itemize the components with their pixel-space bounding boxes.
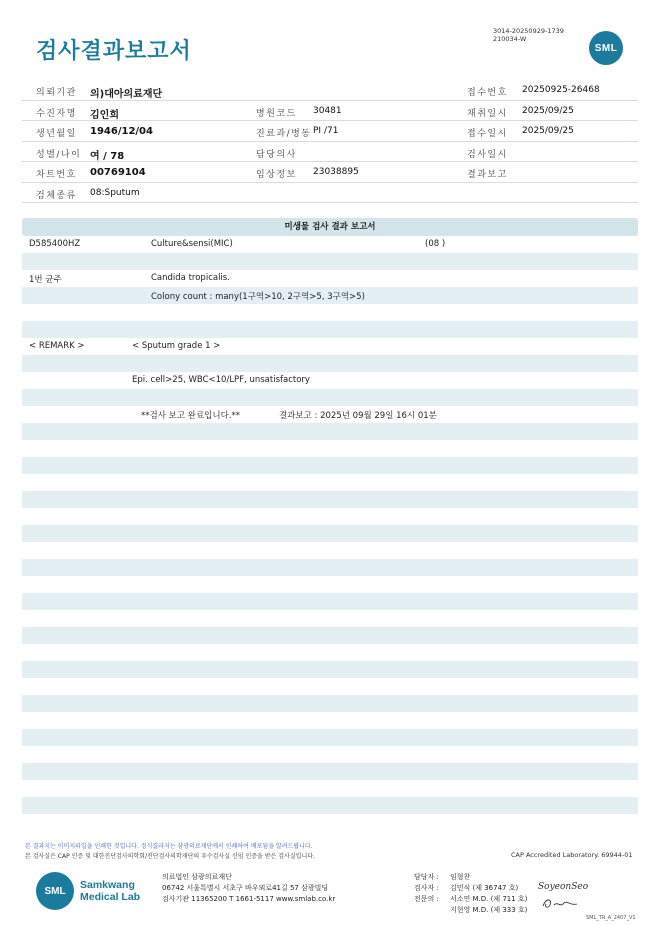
- info-value: 1946/12/04: [90, 126, 153, 137]
- info-value: 23038895: [313, 167, 359, 177]
- report-row: [22, 678, 638, 695]
- organization-info: [162, 872, 335, 905]
- report-row: [22, 780, 638, 797]
- remark-value: < Sputum grade 1 >: [132, 341, 221, 351]
- report-row: [22, 661, 638, 678]
- report-row: [22, 593, 638, 610]
- samkwang-logo: [36, 872, 140, 910]
- org-line-1: 의료법인 삼광의료재단: [162, 873, 232, 881]
- info-label: 수진자명: [36, 108, 77, 119]
- org-line-2: 06742 서울특별시 서초구 바우뫼로41길 57 삼광빌딩: [162, 884, 329, 892]
- logo-line-2: Medical Lab: [80, 891, 141, 903]
- staff-name: 임형찬: [450, 873, 471, 881]
- cap-accreditation: CAP Accredited Laboratory. 69944-01: [511, 851, 633, 859]
- logo-text: [80, 879, 140, 903]
- report-row: [22, 576, 638, 593]
- test-name: Culture&sensi(MIC): [151, 239, 233, 249]
- info-value: 2025/09/25: [522, 105, 574, 116]
- staff-row: [414, 872, 527, 883]
- signature-1: SoyeonSeo: [538, 882, 589, 892]
- signature-2: [540, 896, 580, 910]
- info-label: 생년월일: [36, 129, 77, 139]
- info-value: 00769104: [90, 167, 146, 178]
- info-value: 30481: [313, 105, 342, 116]
- report-row: [22, 355, 638, 372]
- info-value: 08:Sputum: [90, 187, 140, 198]
- microbiology-report: [22, 218, 638, 831]
- report-row: [22, 610, 638, 627]
- report-row: [22, 474, 638, 491]
- sml-badge-text: SML: [594, 42, 618, 54]
- staff-role: [414, 905, 450, 916]
- staff-row: [414, 883, 527, 894]
- info-value: 2025/09/25: [522, 126, 574, 136]
- sml-badge-logo: [589, 31, 623, 65]
- info-label: 접수번호: [467, 88, 508, 98]
- staff-name: 김민식 (제 36747 호): [450, 884, 519, 892]
- info-label: 검체종류: [36, 190, 77, 201]
- remark-label: < REMARK >: [29, 341, 85, 351]
- info-label: 진료과/병동: [256, 129, 312, 139]
- info-row: [22, 183, 638, 204]
- isolate-label: 1번 균주: [29, 275, 62, 285]
- org-line-3: 검사기관 11365200 T 1661-5117 www.smlab.co.kr: [162, 895, 336, 903]
- completed-note: **검사 보고 완료입니다.**: [141, 411, 241, 421]
- staff-name: 서소연 M.D. (제 711 호): [450, 895, 528, 903]
- info-row: [22, 121, 638, 142]
- info-row: [22, 162, 638, 183]
- info-label: 결과보고: [467, 170, 508, 180]
- report-row: [22, 270, 638, 287]
- report-row: [22, 712, 638, 729]
- info-label: 검사일시: [467, 149, 508, 160]
- info-label: 채취일시: [467, 108, 508, 119]
- report-row: [22, 457, 638, 474]
- info-row: [22, 142, 638, 163]
- report-row: [22, 321, 638, 338]
- report-row: [22, 423, 638, 440]
- report-row: [22, 338, 638, 355]
- report-row: [22, 746, 638, 763]
- info-label: 담당의사: [256, 149, 297, 160]
- report-time: 결과보고 : 2025년 09월 29일 16시 01분: [279, 411, 437, 421]
- report-row: [22, 525, 638, 542]
- report-row: [22, 542, 638, 559]
- staff-info: [414, 872, 527, 916]
- sml-logo-mark: [36, 872, 74, 910]
- info-label: 성별/나이: [36, 149, 82, 160]
- test-code: D585400HZ: [29, 239, 81, 249]
- report-row: [22, 287, 638, 304]
- report-row: [22, 491, 638, 508]
- logo-line-1: Samkwang: [80, 879, 135, 891]
- report-row: [22, 644, 638, 661]
- info-row: [22, 80, 638, 101]
- report-row: [22, 253, 638, 270]
- staff-row: [414, 905, 527, 916]
- info-label: 차트번호: [36, 170, 77, 180]
- staff-role: 전문의 :: [414, 895, 439, 903]
- organism-name: Candida tropicalis.: [151, 273, 230, 283]
- report-row: [22, 508, 638, 525]
- patient-info-table: [22, 80, 638, 203]
- document-id-line-2: 210034-W: [493, 35, 527, 43]
- info-label: 병원코드: [256, 108, 297, 119]
- report-header: 미생물 검사 결과 보고서: [22, 218, 638, 236]
- sml-logo-mark-text: SML: [44, 885, 66, 897]
- colony-count: Colony count : many(1구역>10, 2구역>5, 3구역>5): [151, 292, 365, 302]
- report-row: [22, 729, 638, 746]
- staff-row: [414, 894, 527, 905]
- document-id-line-1: 3014-20250929-1739: [493, 27, 564, 35]
- info-value: 김인희: [90, 109, 119, 121]
- report-row: [22, 763, 638, 780]
- document-id: [493, 27, 564, 43]
- report-row: [22, 440, 638, 457]
- info-value: PI /71: [313, 126, 339, 136]
- report-row: [22, 695, 638, 712]
- info-label: 의뢰기관: [36, 88, 77, 98]
- info-label: 임상정보: [256, 170, 297, 180]
- report-row: [22, 389, 638, 406]
- epi-note: Epi. cell>25, WBC<10/LPF, unsatisfactory: [132, 375, 310, 385]
- report-row: [22, 797, 638, 814]
- report-row: [22, 372, 638, 389]
- report-row: [22, 627, 638, 644]
- info-value: 여 / 78: [90, 150, 125, 162]
- report-row: [22, 304, 638, 321]
- info-label: 접수일시: [467, 129, 508, 139]
- form-code: SML_TR_A_2407_V1: [586, 915, 636, 921]
- report-row: [22, 406, 638, 423]
- staff-role: 담당자 :: [414, 873, 439, 881]
- report-row: [22, 559, 638, 576]
- staff-name: 지현영 M.D. (제 333 호): [450, 906, 528, 914]
- specimen-code: (08 ): [425, 239, 446, 249]
- certification-notice: 본 검사실은 CAP 인증 및 대한진단검사의학회/진단검사의학재단의 우수검사실 신임 인증을 받은 검사실입니다.: [25, 853, 315, 860]
- info-value: 의)대아의료재단: [90, 89, 163, 100]
- page-title: 검사결과보고서: [36, 39, 192, 64]
- info-value: 20250925-26468: [522, 85, 600, 95]
- info-row: [22, 101, 638, 122]
- staff-role: 검사자 :: [414, 884, 439, 892]
- report-row: [22, 236, 638, 253]
- report-row: [22, 814, 638, 831]
- print-notice: 본 결과지는 이미지파일을 인쇄한 것입니다. 정식결과지는 삼광의료재단에서 인쇄하여 배포됨을 알려드립니다.: [25, 843, 313, 850]
